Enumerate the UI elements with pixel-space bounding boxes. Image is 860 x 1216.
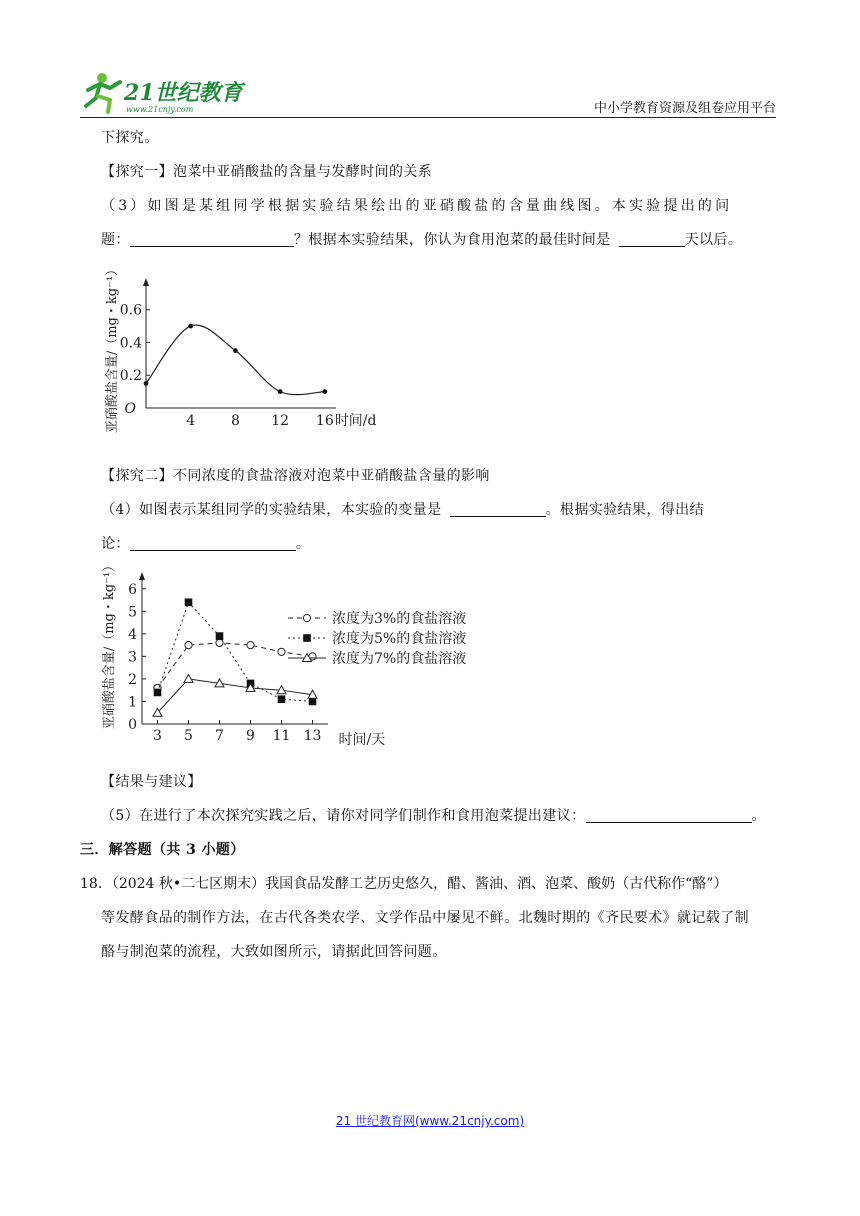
answer-blank-variable[interactable] — [450, 502, 546, 517]
data-point-square — [278, 695, 286, 703]
text-fragment: 天以后。 — [684, 232, 743, 248]
y-tick-label: 2 — [128, 671, 137, 688]
text-fragment: 。 — [295, 536, 311, 552]
y-tick-label: 0.4 — [119, 335, 142, 352]
section-heading-explore-2: 【探究二】不同浓度的食盐溶液对泡菜中亚硝酸盐含量的影响 — [101, 468, 490, 484]
answer-blank-suggestion[interactable] — [586, 808, 752, 823]
question-5-text — [101, 805, 766, 825]
nitrite-time-chart — [100, 258, 377, 448]
data-point-square — [185, 598, 193, 606]
section-heading-explore-1: 【探究一】泡菜中亚硝酸盐的含量与发酵时间的关系 — [101, 164, 433, 180]
y-axis-label: 亚硝酸盐含量/（mg・kg⁻¹） — [102, 558, 117, 730]
series-line — [158, 643, 313, 688]
logo-url: www.21cnjy.com — [126, 105, 194, 114]
text-line: 下探究。 — [101, 130, 159, 146]
x-axis-label: 时间/d — [334, 413, 377, 429]
text-fragment: 。 — [751, 808, 766, 824]
data-point-circle — [185, 642, 192, 649]
data-point-circle — [303, 614, 310, 621]
footer-link[interactable]: 21 世纪教育网(www.21cnjy.com) — [335, 1114, 525, 1128]
data-point — [278, 389, 283, 394]
y-axis-arrow — [143, 278, 149, 286]
legend-label: 浓度为3%的食盐溶液 — [332, 611, 467, 627]
y-tick-label: 0.2 — [119, 368, 142, 385]
text-fragment: ？根据本实验结果，你认为食用泡菜的最佳时间是 — [293, 232, 611, 248]
data-point — [322, 389, 327, 394]
x-tick-label: 5 — [184, 728, 193, 744]
text-fragment: （5）在进行了本次探究实践之后，请你对同学们制作和食用泡菜提出建议： — [101, 808, 586, 824]
series-line — [146, 325, 325, 395]
x-tick-label: 13 — [303, 728, 322, 744]
y-axis-arrow — [139, 572, 145, 580]
runner-logo-icon — [86, 73, 120, 112]
y-axis-label: 亚硝酸盐含量/（mg・kg⁻¹） — [105, 262, 120, 434]
answer-blank-best-day[interactable] — [619, 232, 685, 247]
question-4-line-2 — [101, 533, 310, 553]
data-point — [144, 381, 149, 386]
data-point-square — [309, 698, 317, 706]
answer-blank-question[interactable] — [130, 232, 294, 247]
question-3-text: （3）如图是某组同学根据实验结果绘出的亚硝酸盐的含量曲线图。本实验提出的问 — [101, 198, 733, 214]
answer-blank-conclusion[interactable] — [130, 536, 296, 551]
data-point-circle — [278, 648, 285, 655]
text-fragment: （4）如图表示某组同学的实验结果，本实验的变量是 — [101, 502, 442, 518]
question-3-line-2 — [101, 229, 742, 249]
x-tick-label: 7 — [215, 728, 224, 744]
section-title: 三．解答题（共 3 小题） — [80, 842, 245, 858]
origin-label: O — [124, 401, 136, 417]
question-18-line-2: 等发酵食品的制作方法，在古代各类农学、文学作品中屡见不鲜。北魏时期的《齐民要术》就记载了制 — [101, 910, 749, 926]
data-point-square — [303, 634, 311, 642]
data-point-triangle — [184, 674, 193, 682]
legend-label: 浓度为5%的食盐溶液 — [332, 631, 467, 647]
x-axis-label: 时间/天 — [338, 732, 386, 748]
text-fragment: 论： — [101, 536, 130, 552]
question-4-text — [101, 499, 704, 519]
question-18-line-3: 酪与制泡菜的流程，大致如图所示，请据此回答问题。 — [101, 944, 447, 960]
legend-label: 浓度为7%的食盐溶液 — [332, 651, 467, 667]
data-point — [188, 324, 193, 329]
text-fragment: 。根据实验结果，得出结 — [545, 502, 704, 518]
data-point-square — [154, 689, 162, 697]
text-fragment: 题： — [101, 232, 130, 248]
y-tick-label: 1 — [128, 694, 137, 711]
series-line — [158, 679, 313, 713]
header-divider — [80, 117, 776, 118]
x-tick-label: 12 — [271, 413, 290, 429]
x-tick-label: 8 — [230, 413, 240, 429]
data-point — [233, 348, 238, 353]
logo-text: 21世纪教育 — [124, 80, 243, 106]
section-heading-results: 【结果与建议】 — [101, 774, 202, 790]
x-tick-label: 9 — [246, 728, 255, 744]
data-point-circle — [247, 642, 254, 649]
series-line — [158, 602, 313, 701]
y-tick-label: 4 — [128, 626, 137, 643]
y-tick-label: 5 — [128, 604, 137, 621]
data-point-square — [216, 632, 224, 640]
y-tick-label: 0.6 — [119, 302, 142, 319]
x-tick-label: 11 — [272, 728, 291, 744]
salt-concentration-chart — [100, 558, 500, 758]
platform-name: 中小学教育资源及组卷应用平台 — [593, 101, 776, 116]
site-logo — [80, 68, 250, 116]
y-tick-label: 6 — [128, 581, 137, 598]
x-tick-label: 3 — [153, 728, 162, 744]
y-tick-label: 0 — [128, 717, 137, 733]
y-tick-label: 3 — [128, 649, 137, 666]
x-tick-label: 16 — [315, 413, 334, 429]
question-18-text: 18．（2024 秋•二七区期末）我国食品发酵工艺历史悠久，醋、酱油、酒、泡菜、酸奶（古代称作“酪”） — [80, 876, 728, 892]
x-tick-label: 4 — [186, 413, 196, 429]
